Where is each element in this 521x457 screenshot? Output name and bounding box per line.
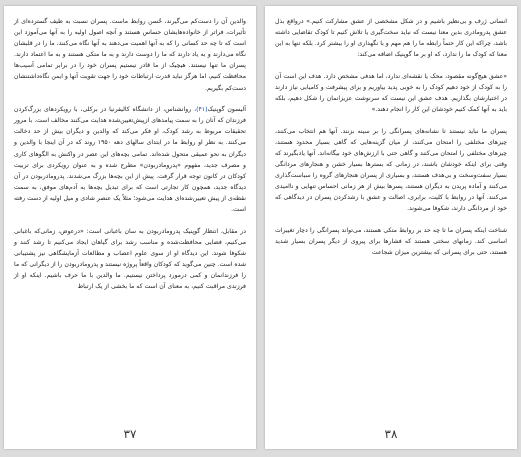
left-page-text xyxy=(14,16,246,303)
paragraph-2-rest: ، روانشناس، از دانشگاه کالیفرنیا در برکلی، با رویکردهای بزرگ‌کردن فرزندان که آنان را به سمت پیامدهای ازپیش‌تعیین‌شده هدایت می‌کنند مخالف است. با مرور تحقیقات مربوط به رشد کودک، او فکر می‌کند که والدین و دیگران بیش از حد دخالت می‌کنند. به نظر او روابط ما در ابتدای سالهای دهه ۱۹۵۰ روند که در آن اینجا با والدین و دیگران به نحو عمیقی متحول شده‌اند. تمامی بچه‌های این عصر در واکنش به الگوهای کاری و مصرف جدید، مفهوم «پدرومادربودن» مطرح شده و به عنوان رویکردی برای تربیت کودکان در کانون توجه قرار گرفت. پیش از این بچه‌ها بزرگ می‌شدند. پدرومادربودن در آن دیدگاه جدید، همچون کار تجارتی است که برای تبدیل بچه‌ها به آدم‌های موفق، به سمت نقطه‌ی از پیش تعیین‌شده‌ای هدایت می‌شود؛ مثلاً یک عنصر شادی و میل اولیه از دست رفته است. xyxy=(14,106,246,213)
right-paragraph-4: شناخت اینکه پسران ما تا چه حد بر روابط متکی هستند، می‌تواند پسرانگی را دچار تغییرات اساسی کند. زمانهای سختی هستند که فشارها برای پیروی از دیگر پسران بسیار شدید هستند، حتی برای پسرانی که بیشترین میزان شجاعت xyxy=(275,227,507,257)
right-paragraph-1: انسانی ژرف و بی‌نظیر باشیم و در شکل مشخصی از عشق مشارکت کنیم.» درواقع بذل عشق پدرومادری بدین معنا نیست که نباید سخت‌گیری یا تلاش کنیم تا کودک تقاضایی داشته باشد، چراکه این کار حتماً رابطه ما را هم مهم و با نگهداری او را بیشتر کرد. بلکه تنها به این معنا که کودک ما را ندارد، که او بر ما گوپنیک اضافه می‌کند: xyxy=(275,18,507,59)
left-paragraph-2 xyxy=(14,104,246,215)
page-number: ۳۸ xyxy=(384,427,398,441)
page-number: ۳۷ xyxy=(123,427,137,441)
left-paragraph-3: در مقابل، انتظار گوپنیک پدرومادربودن به سان باغبانی است: «درعوض، زمانی‌که باغبانی می‌کنیم، فضایی محافظت‌شده و مناسب رشد برای گیاهان ایجاد می‌کنیم تا رشد کنند و شکوفا شوند. این دیدگاه او از سوی علوم اعصاب و مطالعات آزمایشگاهی نیز پشتیبانی شده است. چنین می‌گوید که کودکان واقعاً پروژه نیستند و پدرومادربودن را از دیگرانی که ما را فرزندانمان و کمی درمورد پرداختن نیستیم. ما والدین با ما حرف باشیم. اینکه او از فرزندی مراقبت کنیم، به معنای آن است که ما بخشی از یک ارتباط xyxy=(14,227,246,291)
right-paragraph-quote: «عشق هیچ‌گونه مقصود، محک یا نقشه‌ای ندارد، اما هدفی مشخص دارد. هدف این است آن را به کودک از خود دهیم کودک را به خوبی پدید بیاوریم و برای پیشرفت و کامیابی نیاز دارند در اختیارشان بگذاریم. هدف عشق این نیست که سرنوشت عزیزانمان را شکل دهیم، بلکه باید به آنها کمک کنیم خودشان این کار را انجام دهند.» xyxy=(275,72,507,114)
right-page-text xyxy=(275,16,507,269)
paragraph-2-start: آلیسون گوپنیک xyxy=(207,106,246,114)
reference-link[interactable]: (۴۱) xyxy=(196,106,208,114)
right-page xyxy=(265,6,517,449)
right-paragraph-3: پسران ما نباید نیستند تا نشانه‌های پسرانگی را بر سینه بزنند. آنها هم انتخاب می‌کنند، چیزهای مختلفی را امتحان می‌کنند، از میان گزینه‌هایی که گاهی بسیار محدود هستند، چیزهای مختلفی را امتحان می‌کنند و گاهی حتی با ارزش‌های خود بیگانه‌اند. آنها یادبگیرند که وقتی برای اینکه خودشان باشند، در زمانی که بسترها بسیار خشن و هنجارهای مردانگی بسیار سفت‌وسخت و بی‌هدف هستند، و بسیاری از پسران هنجارهای گروه را سیاست‌گذاری می‌کنند و آماده پریدن به دیگران هستند، پسرها بیش از هر زمانی احساس تنهایی و ناامیدی می‌کنند. آنها در روابط با کلیت، برابری، اصالت و عشق با رشدکردن پسران در دیدگاهی که خود از مردانگی دارند، شکوفا می‌شوند. xyxy=(275,127,507,213)
left-page xyxy=(4,6,256,449)
left-paragraph-1: والدین آن را دست‌کم می‌گیرند، حُسن روابط ماست. پسران نسبت به طیف گسترده‌ای از تأثیرات، فراتر از خانواده‌هایشان حساس هستند و آنچه اصول اولیه را به آنها می‌آموزد این است که تا چه حد کسانی را که به آنها اهمیت می‌دهند به آنها نگاه می‌کنند، ما را در قلبشان نگاه می‌دارند و به یاد دارند که ما را دوست دارند و به ما متکی هستند و به ما اعتماد دارند. پسران ما تنها نیستند. هیچیک از ما قادر نیستیم پسران خود را در برابر تمامی آسیب‌ها محافظت کنیم، اما هرگز نباید قدرت ارتباطات خود را جهت تقویت آنها و ایمن نگاه‌داشتنشان دست‌کم بگیریم. xyxy=(14,18,246,92)
